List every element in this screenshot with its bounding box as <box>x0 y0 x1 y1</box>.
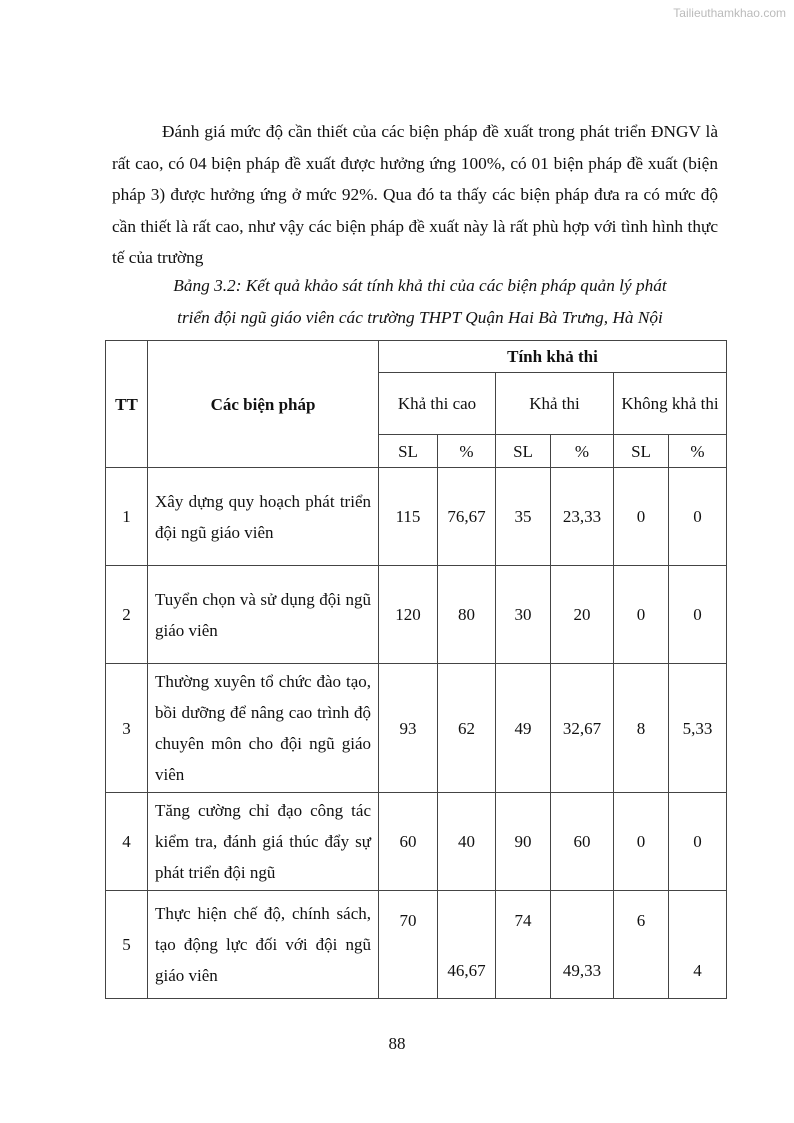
header-pct: % <box>551 435 614 468</box>
cell: 20 <box>551 566 614 664</box>
cell: 30 <box>496 566 551 664</box>
cell: 93 <box>379 664 438 793</box>
header-pct: % <box>438 435 496 468</box>
cell: 60 <box>551 793 614 891</box>
cell: 120 <box>379 566 438 664</box>
measure-text: Tăng cường chỉ đạo công tác kiểm tra, đánh giá thúc đẩy sự phát triển đội ngũ <box>148 793 379 891</box>
cell: 62 <box>438 664 496 793</box>
cell: 74 <box>496 891 551 999</box>
cell: 60 <box>379 793 438 891</box>
cell: 0 <box>669 468 727 566</box>
feasibility-table <box>105 340 727 999</box>
cell: 0 <box>669 793 727 891</box>
table-row <box>106 664 727 793</box>
table-row <box>106 891 727 999</box>
cell: 0 <box>614 793 669 891</box>
cell: 6 <box>614 891 669 999</box>
cell: 46,67 <box>438 891 496 999</box>
header-sl: SL <box>614 435 669 468</box>
measure-text: Xây dựng quy hoạch phát triển đội ngũ giáo viên <box>148 468 379 566</box>
header-sl: SL <box>496 435 551 468</box>
cell: 49,33 <box>551 891 614 999</box>
header-sl: SL <box>379 435 438 468</box>
table-row <box>106 468 727 566</box>
table-caption-line2: triển đội ngũ giáo viên các trường THPT Quận Hai Bà Trưng, Hà Nội <box>177 308 663 327</box>
row-number: 5 <box>106 891 148 999</box>
table-row <box>106 566 727 664</box>
measure-text: Tuyển chọn và sử dụng đội ngũ giáo viên <box>148 566 379 664</box>
cell: 0 <box>614 468 669 566</box>
cell: 4 <box>669 891 727 999</box>
page-number: 88 <box>388 1034 406 1053</box>
row-number: 1 <box>106 468 148 566</box>
header-tt: TT <box>106 341 148 468</box>
cell: 76,67 <box>438 468 496 566</box>
body-paragraph: Đánh giá mức độ cần thiết của các biện pháp đề xuất trong phát triển ĐNGV là rất cao, có 04 biện pháp đề xuất được hưởng ứng 100%, có 01 biện pháp đề xuất (biện pháp 3) được hưởng ứng ở mức 92%. Qua đó ta thấy các biện pháp đưa ra có mức độ cần thiết là rất cao, như vậy các biện pháp đề xuất này là rất phù hợp với tình hình thực tế của trường <box>112 122 718 267</box>
cell: 23,33 <box>551 468 614 566</box>
cell: 80 <box>438 566 496 664</box>
table-row <box>106 793 727 891</box>
watermark: Tailieuthamkhao.com <box>673 6 786 20</box>
header-feasible: Khả thi <box>496 373 614 435</box>
measure-text: Thực hiện chế độ, chính sách, tạo động lực đối với đội ngũ giáo viên <box>148 891 379 999</box>
header-high-feasible: Khả thi cao <box>379 373 496 435</box>
cell: 115 <box>379 468 438 566</box>
table-caption-line1: Bảng 3.2: Kết quả khảo sát tính khả thi của các biện pháp quản lý phát <box>173 276 667 295</box>
cell: 8 <box>614 664 669 793</box>
cell: 32,67 <box>551 664 614 793</box>
header-feasibility: Tính khả thi <box>379 341 727 373</box>
cell: 35 <box>496 468 551 566</box>
row-number: 2 <box>106 566 148 664</box>
row-number: 3 <box>106 664 148 793</box>
cell: 40 <box>438 793 496 891</box>
cell: 0 <box>669 566 727 664</box>
cell: 49 <box>496 664 551 793</box>
header-measures: Các biện pháp <box>148 341 379 468</box>
cell: 70 <box>379 891 438 999</box>
cell: 0 <box>614 566 669 664</box>
row-number: 4 <box>106 793 148 891</box>
cell: 5,33 <box>669 664 727 793</box>
cell: 90 <box>496 793 551 891</box>
header-pct: % <box>669 435 727 468</box>
measure-text: Thường xuyên tổ chức đào tạo, bồi dưỡng để nâng cao trình độ chuyên môn cho đội ngũ giáo viên <box>148 664 379 793</box>
header-not-feasible: Không khả thi <box>614 373 727 435</box>
